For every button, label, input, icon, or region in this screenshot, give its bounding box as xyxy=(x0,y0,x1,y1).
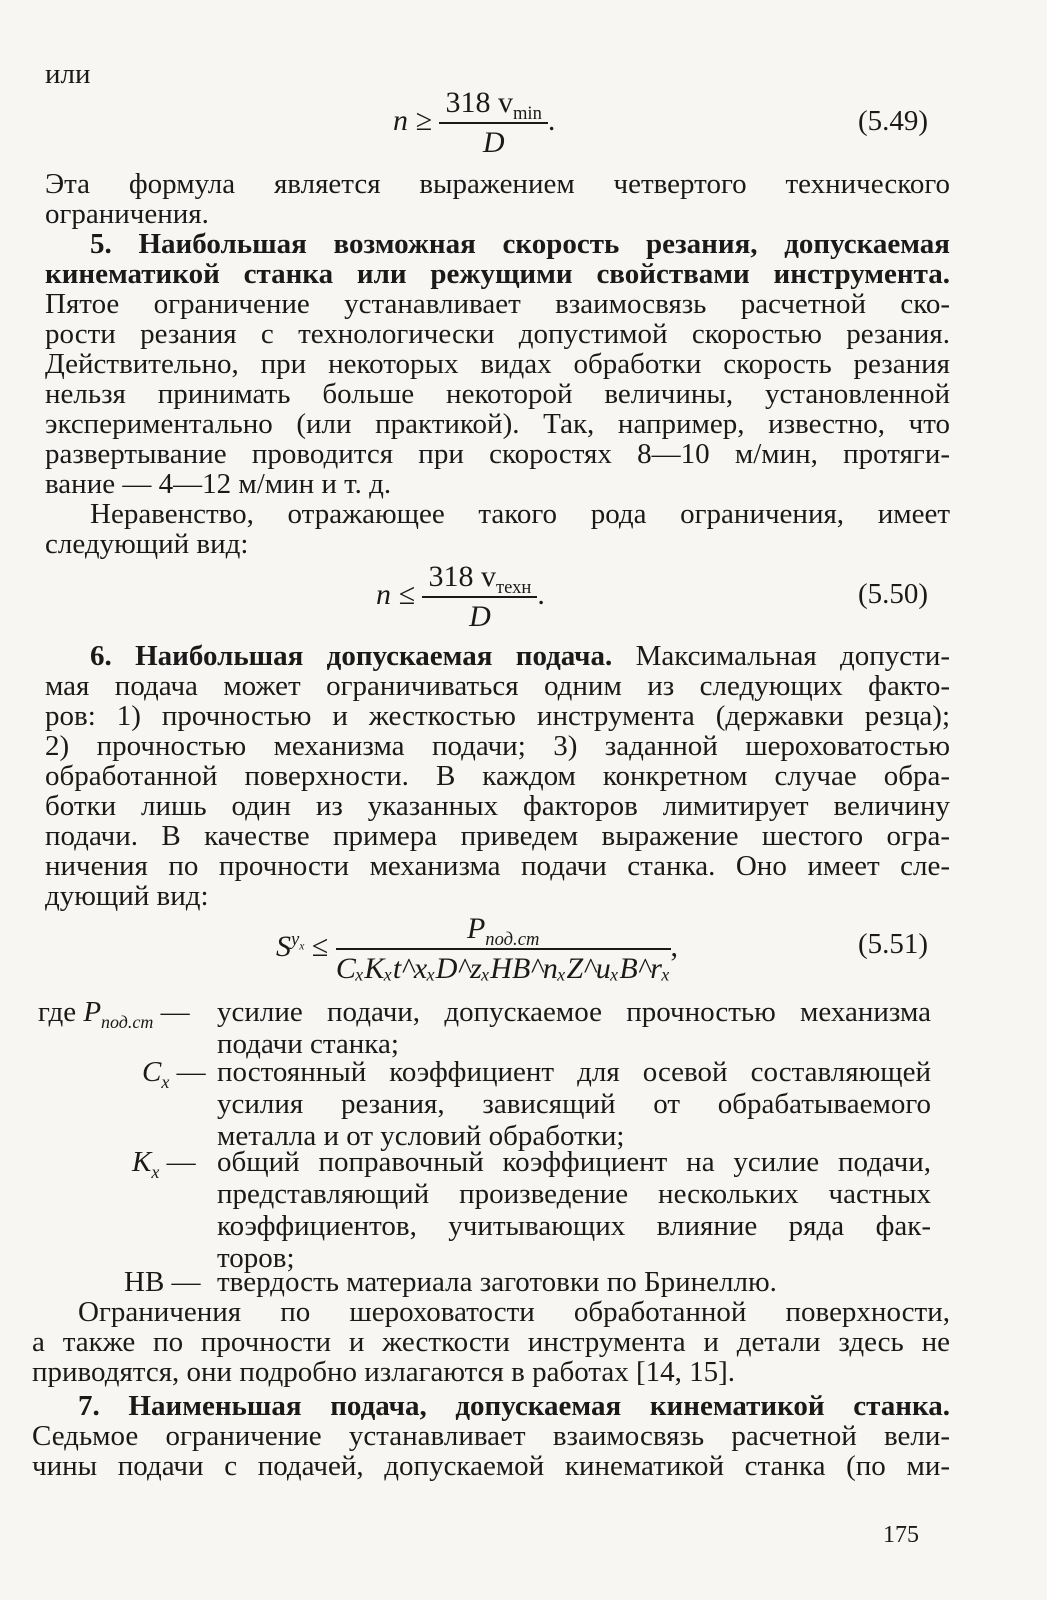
formula-relation: ≤ xyxy=(311,929,329,963)
text-line: ничения по прочности механизма подачи станка. Оно имеет сле- xyxy=(45,850,950,882)
equation-number: (5.49) xyxy=(858,105,929,137)
formula-5-50 xyxy=(376,560,545,634)
page-number: 175 xyxy=(883,1522,919,1548)
definition-dash: — xyxy=(166,1146,196,1178)
text-line: развертывание проводится при скоростях 8—10 м/мин, протяги- xyxy=(45,438,950,470)
text-line: следующий вид: xyxy=(45,528,249,560)
definition-term: $P_{под.ст}$ xyxy=(83,996,154,1032)
text-line: подачи. В качестве примера приведем выражение шестого огра- xyxy=(45,820,950,852)
text-line: Действительно, при некоторых видах обработки скорость резания xyxy=(45,348,950,380)
section-heading: 7. Наименьшая подача, допускаемая кинематикой станка. xyxy=(78,1390,950,1422)
text-line: Пятое ограничение устанавливает взаимосвязь расчетной ско- xyxy=(45,288,950,320)
text-line: Ограничения по шероховатости обработанной поверхности, xyxy=(78,1296,950,1328)
definition-dash: — xyxy=(176,1056,206,1088)
definition-text: постоянный коэффициент для осевой составляющей усилия резания, зависящий от обрабатываемого металла и от условий обработки; xyxy=(217,1056,931,1152)
formula-5-49 xyxy=(393,86,555,160)
formula-numerator: 318 v xyxy=(445,86,513,119)
text-line: нельзя принимать больше некоторой величины, установленной xyxy=(45,378,950,410)
text-line: Неравенство, отражающее такого рода ограничения, имеет xyxy=(90,498,950,530)
text-line: чины подачи с подачей, допускаемой кинематикой станка (по ми- xyxy=(32,1450,950,1482)
formula-denominator: D xyxy=(482,126,505,159)
text-line: Седьмое ограничение устанавливает взаимосвязь расчетной вели- xyxy=(32,1420,950,1452)
text-line: вание — 4—12 м/мин и т. д. xyxy=(45,468,392,500)
definition-text: усилие подачи, допускаемое прочностью механизма подачи станка; xyxy=(217,996,931,1060)
text-line: рости резания с технологически допустимой скоростью резания. xyxy=(45,318,950,350)
top-word: или xyxy=(45,58,91,90)
definition-term: $K_x$ xyxy=(132,1146,160,1182)
formula-lhs: n ≥ xyxy=(393,103,432,137)
definition-text: твердость материала заготовки по Бринеллю. xyxy=(217,1266,777,1298)
formula-fraction xyxy=(439,86,547,160)
text-line: 2) прочностью механизма подачи; 3) заданной шероховатостью xyxy=(45,730,950,762)
section-heading: кинематикой станка или режущими свойствами инструмента. xyxy=(45,258,950,290)
formula-fraction xyxy=(336,912,671,986)
definition-text: общий поправочный коэффициент на усилие подачи, представляющий произведение нескольких частных коэффициентов, учитывающих влияние ряда фак- торов; xyxy=(217,1146,931,1274)
formula-lhs: $S^{y_x}$ xyxy=(276,928,305,963)
text-line: ограничения. xyxy=(45,198,209,230)
text-line: дующий вид: xyxy=(45,880,209,912)
formula-numerator-sub: под.ст xyxy=(485,929,540,950)
formula-denominator: D xyxy=(469,600,491,633)
formula-numerator: 318 v xyxy=(428,560,496,593)
text-line xyxy=(90,640,950,672)
text-line: Эта формула является выражением четвертого технического xyxy=(45,168,950,200)
equation-number: (5.51) xyxy=(858,928,929,960)
formula-numerator: P xyxy=(466,912,486,945)
formula-lhs: n ≤ xyxy=(376,577,415,611)
section-heading: 5. Наибольшая возможная скорость резания, допускаемая xyxy=(90,228,950,260)
text-line: мая подача может ограничиваться одним из следующих факто- xyxy=(45,670,950,702)
section-heading: 6. Наибольшая допускаемая подача. xyxy=(90,640,613,672)
formula-numerator-sub: техн xyxy=(495,577,532,598)
text-line: экспериментально (или практикой). Так, например, известно, что xyxy=(45,408,950,440)
equation-number: (5.50) xyxy=(858,578,929,610)
formula-tail: . xyxy=(537,577,545,611)
text-run: Максимальная допусти- xyxy=(635,640,951,672)
formula-5-51 xyxy=(276,912,678,986)
definition-dash: — xyxy=(171,1266,201,1298)
text-line: ботки лишь один из указанных факторов лимитирует величину xyxy=(45,790,950,822)
text-line: приводятся, они подробно излагаются в работах [14, 15]. xyxy=(32,1356,736,1388)
definition-term: $C_x$ xyxy=(142,1056,170,1092)
text-line: а также по прочности и жесткости инструмента и детали здесь не xyxy=(32,1326,950,1358)
definition-dash: — xyxy=(160,996,190,1028)
formula-tail: . xyxy=(547,103,556,137)
formula-numerator-sub: min xyxy=(512,103,542,124)
text-line: обработанной поверхности. В каждом конкретном случае обра- xyxy=(45,760,950,792)
formula-tail: , xyxy=(670,929,679,963)
formula-fraction xyxy=(422,560,537,634)
text-line: ров: 1) прочностью и жесткостью инструмента (державки резца); xyxy=(45,700,950,732)
formula-denominator: CₓKₓt^xₓD^zₓHB^nₓZ^uₓB^rₓ xyxy=(335,952,671,985)
where-label: где xyxy=(38,996,77,1028)
definition-term: HB xyxy=(124,1266,165,1298)
